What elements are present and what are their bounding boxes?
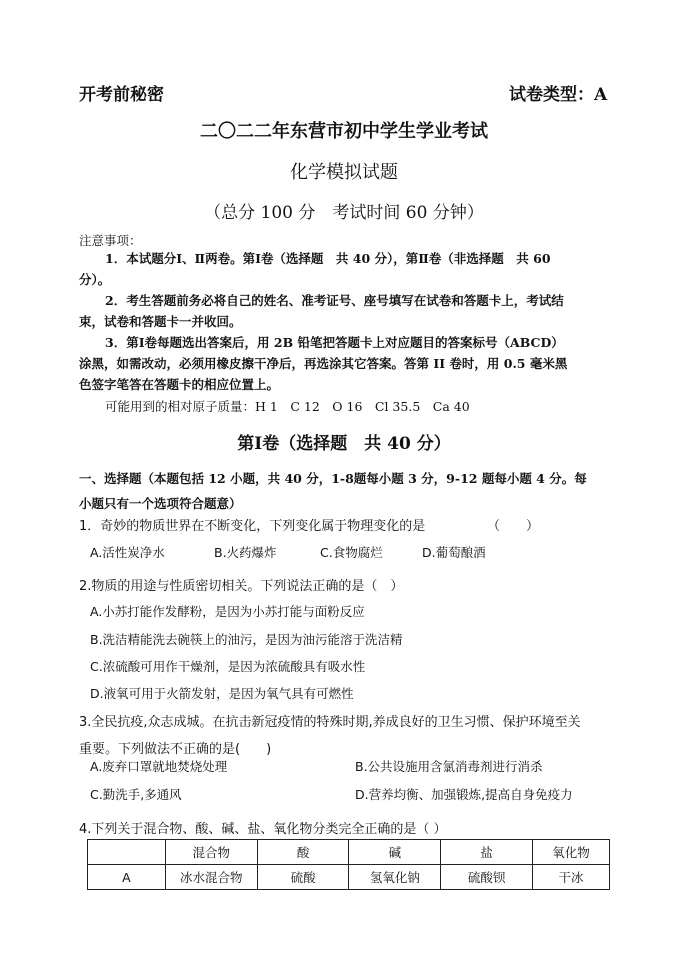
note-2b: 束，试卷和答题卡一并收回。 (79, 314, 242, 329)
table-cell: 硫酸钡 (441, 865, 533, 890)
table-row (88, 865, 610, 890)
q3-stem-b: 重要。下列做法不正确的是( ) (79, 742, 272, 757)
q2-option-c: C.浓硫酸可用作干燥剂，是因为浓硫酸具有吸水性 (90, 659, 366, 674)
q2-option-d: D.液氧可用于火箭发射，是因为氧气具有可燃性 (90, 686, 354, 701)
table-header-cell: 碱 (349, 840, 441, 865)
exam-title: 二〇二二年东营市初中学生学业考试 (200, 121, 488, 142)
table-cell: A (88, 865, 166, 890)
note-3b: 涂黑，如需改动，必须用橡皮擦干净后，再选涂其它答案。答第 II 卷时，用 0.5 毫米黑 (79, 356, 568, 371)
notes-heading: 注意事项： (79, 233, 142, 248)
q3-option-d: D.营养均衡、加强锻炼,提高自身免疫力 (355, 787, 573, 802)
note-3a: 3．第Ⅰ卷每题选出答案后，用 2B 铅笔把答题卡上对应题目的答案标号（ABCD） (105, 335, 564, 350)
table-header-cell: 酸 (257, 840, 349, 865)
table-cell: 硫酸 (257, 865, 349, 890)
q1-option-d: D.葡萄酿酒 (422, 545, 486, 560)
section-1-title: 第Ⅰ卷（选择题 共 40 分） (237, 434, 451, 454)
note-1b: 分）。 (79, 272, 111, 287)
note-1a: 1．本试题分Ⅰ、Ⅱ两卷。第Ⅰ卷（选择题 共 40 分），第Ⅱ卷（非选择题 共 60 (105, 251, 551, 266)
classification-table (87, 839, 610, 890)
table-cell: 冰水混合物 (165, 865, 257, 890)
q3-option-a: A.废弃口罩就地焚烧处理 (90, 759, 228, 774)
table-cell: 氢氧化钠 (349, 865, 441, 890)
q3-option-c: C.勤洗手,多通风 (90, 787, 182, 802)
table-header-cell (88, 840, 166, 865)
q1-stem: 1．奇妙的物质世界在不断变化，下列变化属于物理变化的是 (79, 519, 426, 534)
header-paper-type: 试卷类型：A (509, 85, 608, 105)
exam-info: （总分 100 分 考试时间 60 分钟） (204, 203, 484, 223)
note-3c: 色签字笔答在答题卡的相应位置上。 (79, 377, 280, 392)
atomic-masses: 可能用到的相对原子质量：H 1 C 12 O 16 Cl 35.5 Ca 40 (105, 399, 470, 414)
section-1-intro-a: 一、选择题（本题包括 12 小题，共 40 分，1-8题每小题 3 分，9-12 题每小题 4 分。每 (79, 471, 587, 486)
q3-stem-a: 3.全民抗疫,众志成城。在抗击新冠疫情的特殊时期,养成良好的卫生习惯、保护环境至关 (79, 715, 581, 730)
table-header-cell: 混合物 (165, 840, 257, 865)
q2-option-b: B.洗洁精能洗去碗筷上的油污，是因为油污能溶于洗洁精 (90, 632, 403, 647)
subject-title: 化学模拟试题 (290, 162, 398, 183)
table-header-cell: 盐 (441, 840, 533, 865)
note-2a: 2．考生答题前务必将自己的姓名、准考证号、座号填写在试卷和答题卡上，考试结 (105, 293, 564, 308)
q1-option-b: B.火药爆炸 (214, 545, 277, 560)
table-header-cell: 氧化物 (532, 840, 609, 865)
q4-stem: 4.下列关于混合物、酸、碱、盐、氧化物分类完全正确的是（ ） (79, 822, 447, 837)
section-1-intro-b: 小题只有一个选项符合题意） (79, 496, 242, 511)
q3-option-b: B.公共设施用含氯消毒剂进行消杀 (355, 759, 543, 774)
table-header-row (88, 840, 610, 865)
q1-answer-blank: （ ） (487, 519, 540, 534)
table-cell: 干冰 (532, 865, 609, 890)
header-confidential: 开考前秘密 (79, 85, 164, 105)
q1-option-c: C.食物腐烂 (320, 545, 383, 560)
q2-option-a: A.小苏打能作发酵粉，是因为小苏打能与面粉反应 (90, 604, 365, 619)
q1-option-a: A.活性炭净水 (90, 545, 165, 560)
q2-stem: 2.物质的用途与性质密切相关。下列说法正确的是（ ） (79, 579, 404, 594)
